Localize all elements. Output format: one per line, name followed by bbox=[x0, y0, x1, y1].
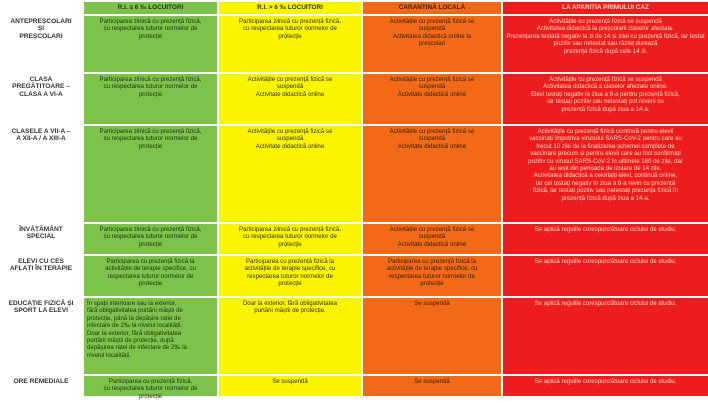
cell-orange bbox=[363, 256, 501, 296]
row-label-text: ANTEPREȘCOLARI ȘI PREȘCOLARI bbox=[10, 18, 72, 40]
cell-text: Se suspendă bbox=[414, 300, 450, 307]
row-label-text: EDUCAȚIE FIZICĂ ȘI SPORT LA ELEVI bbox=[8, 300, 74, 315]
cell-yellow bbox=[219, 126, 361, 222]
cell-orange bbox=[363, 74, 501, 124]
cell-orange bbox=[363, 126, 501, 222]
cell-text: Se aplică regulile corespunzătoare ciclului de studiu. bbox=[534, 258, 677, 265]
cell-orange bbox=[363, 224, 501, 254]
header-red: LA APARIȚIA PRIMULUI CAZ bbox=[503, 2, 708, 14]
cell-red bbox=[503, 74, 708, 124]
row-label-text: ÎNVĂȚĂMÂNT SPECIAL bbox=[19, 226, 63, 241]
cell-green bbox=[84, 126, 217, 222]
header-yellow: R.I. > 6 ‰ LOCUITORI bbox=[219, 2, 361, 14]
cell-orange bbox=[363, 16, 501, 72]
row-label-text: CLASELE A VII-A – A XII-A / A XIII-A bbox=[11, 128, 71, 143]
cell-text: Activitățile cu prezență fizică se suspendă Activitate didactică online bbox=[389, 128, 475, 150]
row-label-ore-remediale bbox=[0, 376, 82, 396]
cell-text: Participarea zilnică cu prezență fizică, cu respectarea tuturor normelor de protecție bbox=[99, 18, 202, 40]
cell-text: Se suspendă bbox=[414, 378, 450, 385]
header-green: R.I. ≤ 6 ‰ LOCUITORI bbox=[84, 2, 217, 14]
cell-text: Participarea zilnică cu prezență fizică, cu respectarea tuturor normelor de protecție bbox=[239, 18, 341, 40]
row-label-text: ELEVI CU CES AFLAȚI ÎN TERAPIE bbox=[9, 258, 73, 273]
row-label-clasa-pregatitoare bbox=[0, 74, 82, 124]
cell-green bbox=[84, 224, 217, 254]
cell-green bbox=[84, 256, 217, 296]
cell-red bbox=[503, 126, 708, 222]
row-label-anteprescolari bbox=[0, 16, 82, 72]
cell-red bbox=[503, 256, 708, 296]
header-orange: CARANTINĂ LOCALĂ bbox=[363, 2, 501, 14]
cell-text: Participarea zilnică cu prezență fizică, cu respectarea tuturor normelor de protecție bbox=[99, 76, 202, 98]
cell-red bbox=[503, 298, 708, 374]
cell-orange bbox=[363, 376, 501, 396]
row-label-invatamant-special bbox=[0, 224, 82, 254]
cell-text: Activitățile cu prezență fizică continuă pentru elevii vaccinați împotriva virusului SARS-CoV-2 pentru care au trecut 10 zile de la finalizarea schemei complete de vaccinare precum și pentru elevii care au fost confirmați pozitiv cu virusul SARS-CoV-2 în ultimele 180 de zile, dar au ieșit din perioada de izolare de 14 zile. Activitatea didactică a celorlalți elevi, continuă online, iar cei testați negativ în ziua a 8-a revin cu prezență fizică, iar testați pozitiv sau netestați prezența fizică în prezență fizică după ziua a 14-a. bbox=[528, 128, 683, 202]
cell-text: Se suspendă bbox=[272, 378, 308, 385]
cell-yellow bbox=[219, 224, 361, 254]
cell-text: Doar la exterior, fără obligativitatea purtării măștii de protecție. bbox=[242, 300, 338, 315]
cell-yellow bbox=[219, 298, 361, 374]
cell-text: Participarea cu prezență fizică la activitățile de terapie specifice, cu respectarea tuturor normelor de protecție bbox=[244, 258, 336, 288]
cell-green bbox=[84, 16, 217, 72]
cell-text: Activitățile cu prezență fizică se suspendă Activitatea didactică a claselor afectate online. Elevi testați negativ la ziua a 8-a pentru prezență fizică, iar testați pozitiv sau netestați pot reveni cu prezență fizică după ziua a 14-a. bbox=[530, 76, 681, 113]
cell-yellow bbox=[219, 74, 361, 124]
cell-green bbox=[84, 298, 217, 374]
cell-yellow bbox=[219, 16, 361, 72]
cell-text: Activitățile cu prezență fizică se suspendă Activitatea didactică la preșcolarii claselor afectate. Prezențarea testată negativ la zi de 14 și zilei cu prezență fizică, iar testat pozitiv sau netestat sau răzleț durează prezența fizică după cele 14 zi. bbox=[506, 18, 705, 55]
cell-red bbox=[503, 224, 708, 254]
corner-header bbox=[0, 2, 82, 14]
cell-text: Participarea zilnică cu prezență fizică, cu respectarea tuturor normelor de protecție bbox=[99, 128, 202, 150]
row-label-elevi-ces bbox=[0, 256, 82, 296]
cell-green bbox=[84, 74, 217, 124]
cell-yellow bbox=[219, 256, 361, 296]
cell-orange bbox=[363, 298, 501, 374]
cell-red bbox=[503, 376, 708, 396]
cell-text: Participarea cu prezență fizică la activitățile de terapie specifice, cu respectarea tuturor normelor de protecție bbox=[105, 258, 196, 288]
cell-text: Activitățile cu prezență fizică se suspendă Activitate didactică online bbox=[389, 76, 475, 98]
row-label-educatie-fizica bbox=[0, 298, 82, 374]
cell-text: Participarea zilnică cu prezență fizică, cu respectarea tuturor normelor de protecție bbox=[99, 226, 202, 248]
cell-text: Se aplică regulile corespunzătoare ciclului de studiu. bbox=[534, 300, 677, 307]
cell-text: Activitățile cu prezență fizică se suspendă Activitate didactică online bbox=[247, 128, 333, 150]
cell-text: Activitățile cu prezență fizică se suspendă Activitate didactică online bbox=[389, 226, 475, 248]
cell-text: Activitățile cu prezență fizică se suspendă Activitatea didactică online la preșcolari bbox=[389, 18, 475, 48]
cell-green bbox=[84, 376, 217, 400]
cell-text: Participarea zilnică cu prezență fizică, cu respectarea tuturor normelor de protecție bbox=[239, 226, 341, 248]
cell-text: Participarea cu prezență fizică la activitățile de terapie specifice, cu respectarea tuturor normelor de protecție bbox=[386, 258, 478, 288]
cell-text: Se aplică regulile corespunzătoare ciclului de studiu. bbox=[534, 378, 677, 385]
cell-text: Participarea cu prezență fizică, cu respectarea tuturor normelor de protecție bbox=[103, 378, 198, 400]
row-label-text: CLASA PREGĂTITOARE – CLASA A VI-A bbox=[12, 76, 70, 98]
cell-text: În spații interioare sau la exterior, fără obligativitatea purtării măștii de protecție, până la depășire ratei de infectare de 2‰ la nivelul localității. Doar la exterior, fără obligativitatea purtării măștii de protecție, după depășirea ratei de infectare de 2‰ la nivelul localității. bbox=[87, 300, 187, 359]
row-label-clasele-vii-xii bbox=[0, 126, 82, 222]
row-label-text: ORE REMEDIALE bbox=[13, 378, 69, 385]
cell-yellow bbox=[219, 376, 361, 396]
cell-text: Se aplică regulile corespunzătoare ciclului de studiu. bbox=[534, 226, 677, 233]
cell-text: Activitățile cu prezență fizică se suspendă Activitate didactică online bbox=[247, 76, 333, 98]
cell-red bbox=[503, 16, 708, 72]
